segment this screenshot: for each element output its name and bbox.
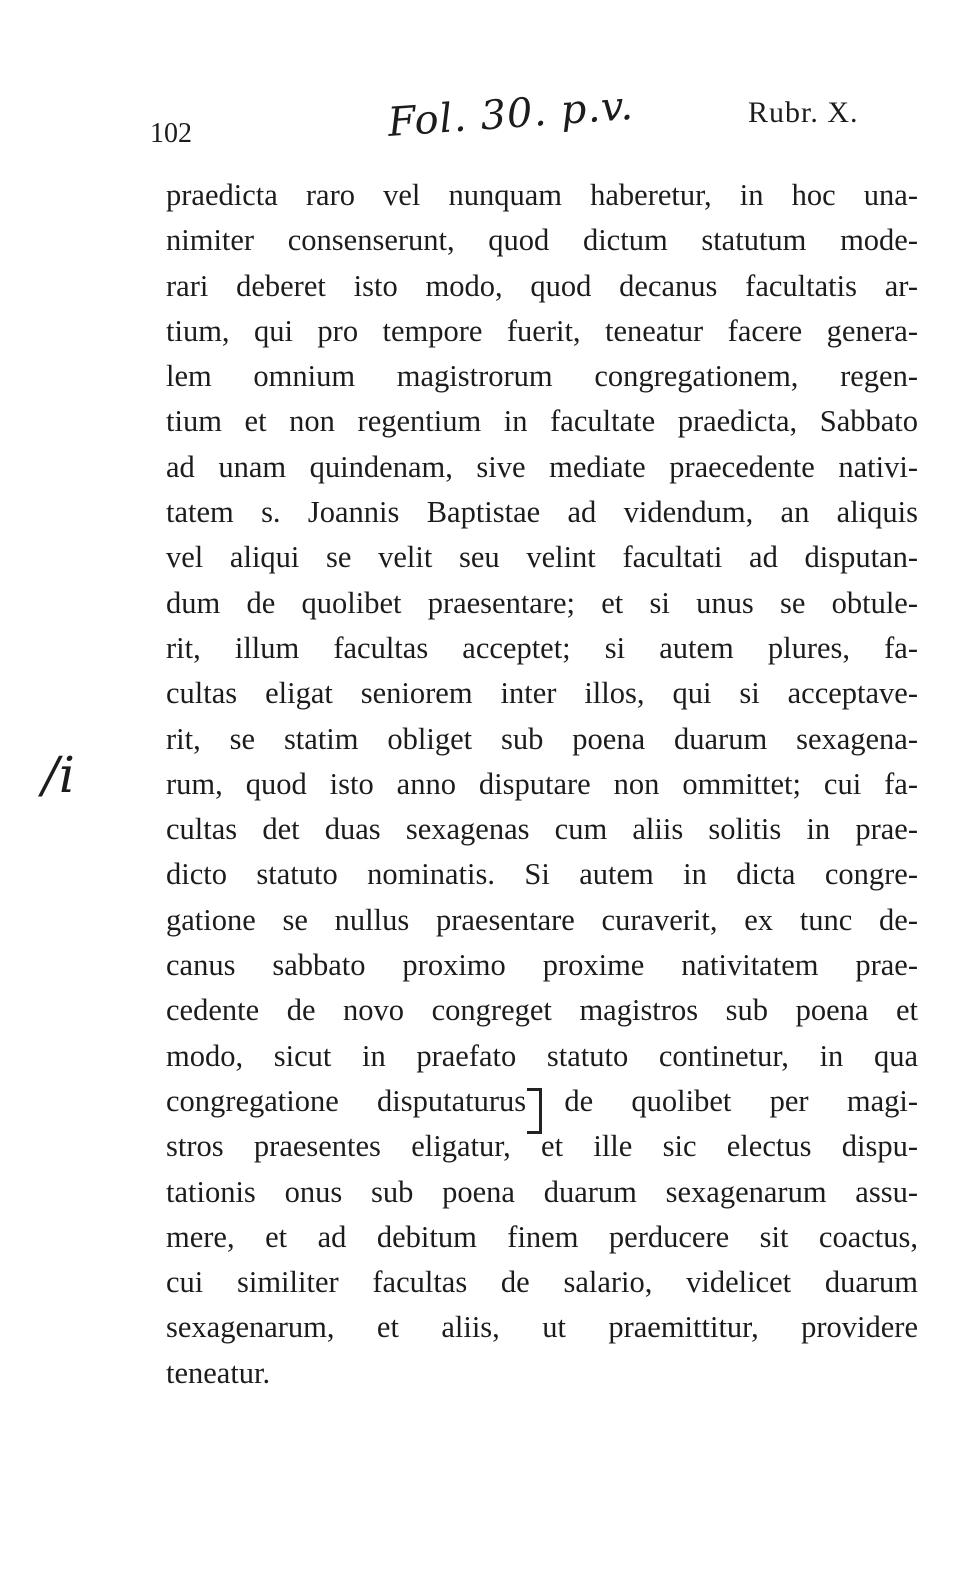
text-line: canus sabbato proximo proxime nativitatem prae- (166, 948, 918, 983)
body-text (166, 173, 918, 1396)
text-line: vel aliqui se velit seu velint facultati ad disputan- (166, 540, 918, 575)
text-line: teneatur. (166, 1355, 271, 1390)
text-line: mere, et ad debitum finem perducere sit coactus, (166, 1219, 918, 1254)
text-line: rum, quod isto anno disputare non ommittet; cui fa- (166, 766, 918, 801)
text-line: congregatione disputaturus de quolibet per magi- (166, 1083, 918, 1118)
text-line: tationis onus sub poena duarum sexagenarum assu- (166, 1174, 918, 1209)
running-head: Rubr. X. (748, 96, 859, 129)
text-line: tium, qui pro tempore fuerit, teneatur facere genera- (166, 313, 918, 348)
text-line: rari deberet isto modo, quod decanus facultatis ar- (166, 268, 918, 303)
handwritten-folio-note: Fol. 30. p.v. (386, 82, 636, 146)
page-number: 102 (150, 118, 192, 149)
text-line: modo, sicut in praefato statuto continetur, in qua (166, 1038, 918, 1073)
text-line: tatem s. Joannis Baptistae ad videndum, an aliquis (166, 495, 918, 530)
text-line: stros praesentes eligatur, et ille sic electus dispu- (166, 1129, 918, 1164)
handwritten-bracket-mark (527, 1088, 542, 1134)
text-line: cui similiter facultas de salario, videlicet duarum (166, 1265, 918, 1300)
text-line: gatione se nullus praesentare curaverit, ex tunc de- (166, 902, 918, 937)
text-line: cultas eligat seniorem inter illos, qui si acceptave- (166, 676, 918, 711)
text-line: ad unam quindenam, sive mediate praecedente nativi- (166, 449, 918, 484)
text-line: cultas det duas sexagenas cum aliis solitis in prae- (166, 812, 918, 847)
text-line: lem omnium magistrorum congregationem, regen- (166, 359, 918, 394)
text-line: cedente de novo congreget magistros sub poena et (166, 993, 918, 1028)
text-line: rit, illum facultas acceptet; si autem plures, fa- (166, 630, 918, 665)
margin-mark-letter: /i (42, 746, 75, 804)
text-line: tium et non regentium in facultate praedicta, Sabbato (166, 404, 918, 439)
text-line: dicto statuto nominatis. Si autem in dicta congre- (166, 857, 918, 892)
text-line: sexagenarum, et aliis, ut praemittitur, providere (166, 1310, 918, 1345)
text-line: nimiter consenserunt, quod dictum statutum mode- (166, 223, 918, 258)
text-line: rit, se statim obliget sub poena duarum sexagena- (166, 721, 918, 756)
text-line: dum de quolibet praesentare; et si unus se obtule- (166, 585, 918, 620)
text-line: praedicta raro vel nunquam haberetur, in hoc una- (166, 178, 918, 212)
handwritten-margin-mark (28, 732, 75, 822)
